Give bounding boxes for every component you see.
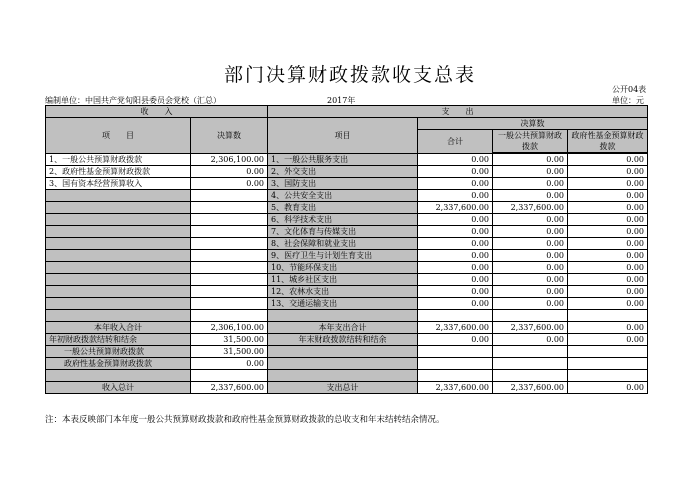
expense-fund: 0.00 bbox=[568, 202, 648, 214]
expense-general: 0.00 bbox=[493, 274, 568, 286]
table-row bbox=[46, 226, 648, 238]
expense-item: 4、公共安全支出 bbox=[268, 190, 418, 202]
sub-general-value: 31,500.00 bbox=[191, 346, 268, 358]
item2-header: 项目 bbox=[268, 118, 418, 154]
expense-total-fund: 0.00 bbox=[568, 322, 648, 334]
summary-row bbox=[46, 370, 648, 382]
income-value: 0.00 bbox=[191, 178, 268, 190]
expense-total: 0.00 bbox=[418, 250, 493, 262]
income-item bbox=[46, 250, 191, 262]
income-item bbox=[46, 214, 191, 226]
expense-fund: 0.00 bbox=[568, 214, 648, 226]
income-total: 2,306,100.00 bbox=[191, 322, 268, 334]
income-value bbox=[191, 190, 268, 202]
expense-header: 支 出 bbox=[268, 106, 648, 118]
income-item bbox=[46, 262, 191, 274]
form-code: 公开04表 bbox=[612, 85, 647, 94]
sub-fund-value: 0.00 bbox=[191, 358, 268, 370]
income-item bbox=[46, 298, 191, 310]
expense-total: 0.00 bbox=[418, 166, 493, 178]
blank-cell bbox=[191, 370, 268, 382]
table-row bbox=[46, 286, 648, 298]
grand-out-value: 2,337,600.00 bbox=[418, 382, 493, 394]
expense-fund: 0.00 bbox=[568, 178, 648, 190]
total-header: 合计 bbox=[418, 130, 493, 154]
table-row bbox=[46, 298, 648, 310]
expense-fund: 0.00 bbox=[568, 154, 648, 166]
blank-cell bbox=[418, 310, 493, 322]
expense-item: 2、外交支出 bbox=[268, 166, 418, 178]
income-item bbox=[46, 238, 191, 250]
expense-item: 10、节能环保支出 bbox=[268, 262, 418, 274]
expense-total: 0.00 bbox=[418, 238, 493, 250]
blank-cell bbox=[268, 358, 418, 370]
expense-fund: 0.00 bbox=[568, 274, 648, 286]
expense-item: 8、社会保障和就业支出 bbox=[268, 238, 418, 250]
expense-total: 0.00 bbox=[418, 274, 493, 286]
fund-header: 政府性基金预算财政拨款 bbox=[568, 130, 648, 153]
blank-cell bbox=[46, 370, 191, 382]
table-row bbox=[46, 238, 648, 250]
budget-table bbox=[45, 105, 648, 394]
blank-cell bbox=[191, 310, 268, 322]
expense-general: 0.00 bbox=[493, 214, 568, 226]
income-value bbox=[191, 262, 268, 274]
sub-fund-label: 政府性基金预算财政拨款 bbox=[46, 358, 191, 370]
expense-general: 2,337,600.00 bbox=[493, 202, 568, 214]
sub-general-label: 一般公共预算财政拨款 bbox=[46, 346, 191, 358]
blank-cell bbox=[493, 370, 568, 382]
income-value bbox=[191, 250, 268, 262]
income-value bbox=[191, 238, 268, 250]
blank-cell bbox=[493, 310, 568, 322]
grand-out-label: 支出总计 bbox=[268, 382, 418, 394]
summary-row bbox=[46, 322, 648, 334]
budget-header: 决算数 bbox=[191, 118, 268, 154]
expense-item: 3、国防支出 bbox=[268, 178, 418, 190]
expense-fund: 0.00 bbox=[568, 190, 648, 202]
income-value bbox=[191, 274, 268, 286]
expense-item: 9、医疗卫生与计划生育支出 bbox=[268, 250, 418, 262]
item-header: 项 目 bbox=[46, 118, 191, 154]
summary-row bbox=[46, 334, 648, 346]
summary-row bbox=[46, 346, 648, 358]
income-item bbox=[46, 190, 191, 202]
grand-in-value: 2,337,600.00 bbox=[191, 382, 268, 394]
income-header: 收 入 bbox=[46, 106, 268, 118]
expense-item: 13、交通运输支出 bbox=[268, 298, 418, 310]
expense-general: 0.00 bbox=[493, 250, 568, 262]
expense-total: 0.00 bbox=[418, 178, 493, 190]
income-value bbox=[191, 214, 268, 226]
income-item: 3、国有资本经营预算收入 bbox=[46, 178, 191, 190]
expense-item: 11、城乡社区支出 bbox=[268, 274, 418, 286]
blank-cell bbox=[268, 346, 418, 358]
blank-cell bbox=[418, 370, 493, 382]
table-row bbox=[46, 190, 648, 202]
summary-row bbox=[46, 382, 648, 394]
expense-general: 0.00 bbox=[493, 226, 568, 238]
table-row bbox=[46, 178, 648, 190]
expense-total-label: 本年支出合计 bbox=[268, 322, 418, 334]
expense-total: 2,337,600.00 bbox=[418, 202, 493, 214]
expense-fund: 0.00 bbox=[568, 286, 648, 298]
income-value bbox=[191, 226, 268, 238]
income-item bbox=[46, 286, 191, 298]
income-value: 2,306,100.00 bbox=[191, 154, 268, 166]
expense-fund: 0.00 bbox=[568, 226, 648, 238]
carry-out-general: 0.00 bbox=[493, 334, 568, 346]
table-row bbox=[46, 202, 648, 214]
blank-cell bbox=[418, 346, 493, 358]
expense-total: 0.00 bbox=[418, 190, 493, 202]
carry-out-fund: 0.00 bbox=[568, 334, 648, 346]
income-item: 2、政府性基金预算财政拨款 bbox=[46, 166, 191, 178]
expense-general: 0.00 bbox=[493, 154, 568, 166]
carry-in-value: 31,500.00 bbox=[191, 334, 268, 346]
general-header: 一般公共预算财政拨款 bbox=[493, 130, 568, 153]
grand-out-general: 2,337,600.00 bbox=[493, 382, 568, 394]
income-value bbox=[191, 202, 268, 214]
table-row bbox=[46, 154, 648, 166]
income-item: 1、一般公共预算财政拨款 bbox=[46, 154, 191, 166]
expense-general: 0.00 bbox=[493, 166, 568, 178]
blank-cell bbox=[568, 346, 648, 358]
table-row bbox=[46, 262, 648, 274]
table-row bbox=[46, 166, 648, 178]
table-row bbox=[46, 214, 648, 226]
unit-label: 编制单位：中国共产党旬阳县委员会党校（汇总） bbox=[45, 96, 221, 105]
income-item bbox=[46, 226, 191, 238]
expense-total: 0.00 bbox=[418, 286, 493, 298]
expense-general: 0.00 bbox=[493, 190, 568, 202]
blank-cell bbox=[46, 310, 191, 322]
expense-general: 0.00 bbox=[493, 262, 568, 274]
expense-fund: 0.00 bbox=[568, 238, 648, 250]
carry-in-label: 年初财政拨款结转和结余 bbox=[46, 334, 191, 346]
currency-label: 单位：元 bbox=[612, 96, 644, 105]
expense-total: 0.00 bbox=[418, 298, 493, 310]
income-value bbox=[191, 298, 268, 310]
grand-out-fund: 0.00 bbox=[568, 382, 648, 394]
blank-cell bbox=[568, 358, 648, 370]
expense-item: 6、科学技术支出 bbox=[268, 214, 418, 226]
income-item bbox=[46, 274, 191, 286]
income-value: 0.00 bbox=[191, 166, 268, 178]
income-total-label: 本年收入合计 bbox=[46, 322, 191, 334]
footnote: 注：本表反映部门本年度一般公共预算财政拨款和政府性基金预算财政拨款的总收支和年末结转结余情况。 bbox=[45, 415, 445, 425]
blank-cell bbox=[568, 310, 648, 322]
page-title: 部门决算财政拨款收支总表 bbox=[223, 64, 476, 86]
expense-total-value: 2,337,600.00 bbox=[418, 322, 493, 334]
expense-fund: 0.00 bbox=[568, 250, 648, 262]
carry-out-value: 0.00 bbox=[418, 334, 493, 346]
expense-total: 0.00 bbox=[418, 262, 493, 274]
expense-fund: 0.00 bbox=[568, 166, 648, 178]
expense-general: 0.00 bbox=[493, 238, 568, 250]
expense-fund: 0.00 bbox=[568, 298, 648, 310]
blank-cell bbox=[418, 358, 493, 370]
carry-out-label: 年末财政拨款结转和结余 bbox=[268, 334, 418, 346]
table-row bbox=[46, 274, 648, 286]
expense-total: 0.00 bbox=[418, 226, 493, 238]
expense-item: 12、农林水支出 bbox=[268, 286, 418, 298]
blank-cell bbox=[493, 346, 568, 358]
table-row bbox=[46, 250, 648, 262]
blank-cell bbox=[568, 370, 648, 382]
expense-general: 0.00 bbox=[493, 298, 568, 310]
budget2-header: 决算数 bbox=[418, 118, 648, 130]
income-value bbox=[191, 286, 268, 298]
expense-total-general: 2,337,600.00 bbox=[493, 322, 568, 334]
grand-in-label: 收入总计 bbox=[46, 382, 191, 394]
blank-cell bbox=[268, 370, 418, 382]
blank-cell bbox=[493, 358, 568, 370]
expense-total: 0.00 bbox=[418, 214, 493, 226]
expense-item: 1、一般公共服务支出 bbox=[268, 154, 418, 166]
blank-row bbox=[46, 310, 648, 322]
expense-item: 7、文化体育与传媒支出 bbox=[268, 226, 418, 238]
blank-cell bbox=[268, 310, 418, 322]
year-label: 2017年 bbox=[327, 96, 356, 105]
expense-item: 5、教育支出 bbox=[268, 202, 418, 214]
expense-total: 0.00 bbox=[418, 154, 493, 166]
summary-row bbox=[46, 358, 648, 370]
expense-general: 0.00 bbox=[493, 286, 568, 298]
income-item bbox=[46, 202, 191, 214]
expense-fund: 0.00 bbox=[568, 262, 648, 274]
expense-general: 0.00 bbox=[493, 178, 568, 190]
